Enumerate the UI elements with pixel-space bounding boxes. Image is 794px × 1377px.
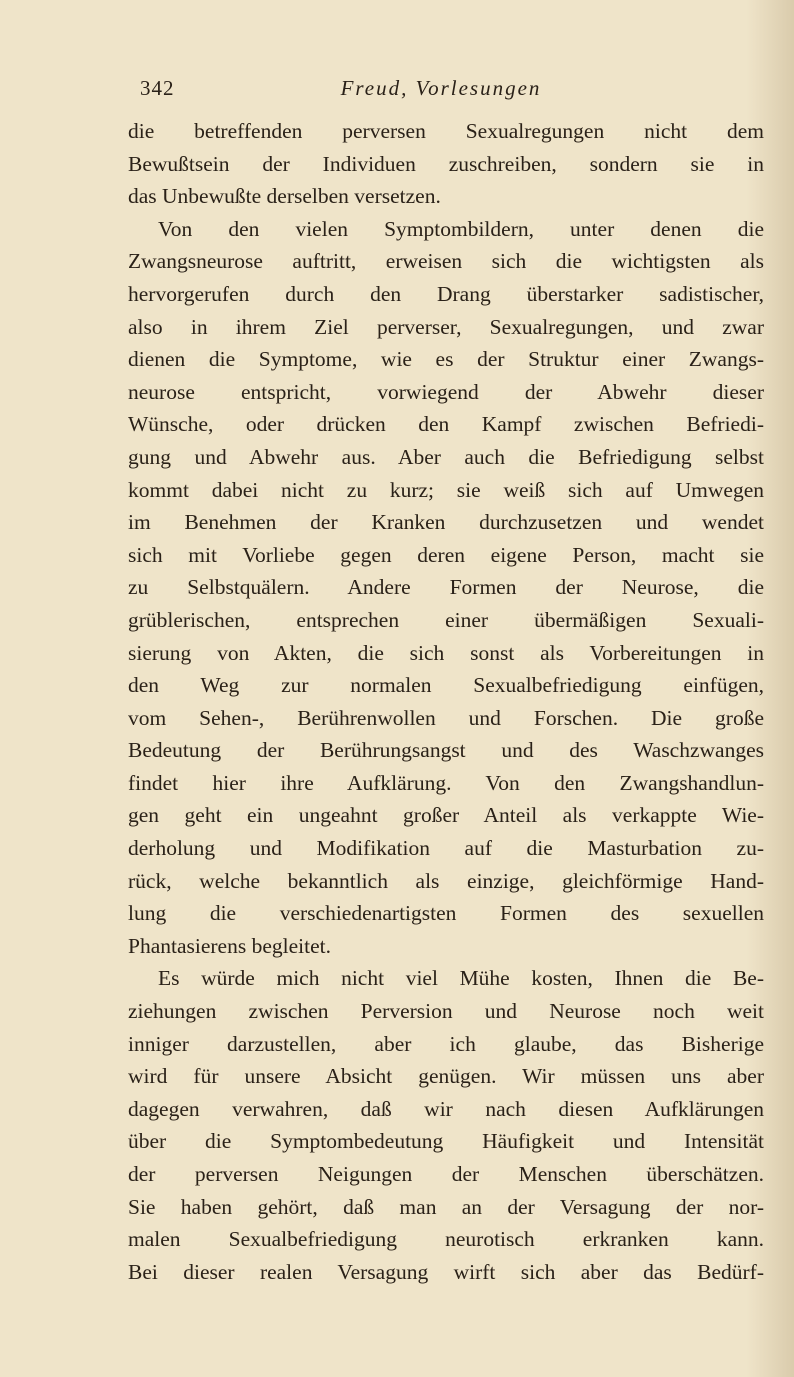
text-line: neurose entspricht, vorwiegend der Abwehr dieser — [128, 379, 764, 404]
text-line: Bedeutung der Berührungsangst und des Waschzwanges — [128, 738, 764, 763]
text-line: der perversen Neigungen der Menschen überschätzen. — [128, 1162, 764, 1186]
text-line: kommt dabei nicht zu kurz; sie weiß sich auf Umwegen — [128, 477, 764, 502]
text-line: Von den vielen Symptombildern, unter denen die — [158, 216, 764, 241]
text-line: dagegen verwahren, daß wir nach diesen Aufklärungen — [128, 1096, 764, 1121]
text-line: rück, welche bekanntlich als einzige, gleichförmige Hand- — [128, 868, 764, 893]
text-line: die betreffenden perversen Sexualregungen nicht dem — [128, 119, 764, 143]
text-line: den Weg zur normalen Sexualbefriedigung einfügen, — [128, 673, 764, 698]
text-line: Sie haben gehört, daß man an der Versagung der nor- — [128, 1194, 764, 1219]
text-line: lung die verschiedenartigsten Formen des sexuellen — [128, 901, 764, 926]
text-line: das Unbewußte derselben versetzen. — [128, 184, 441, 209]
body-text — [128, 115, 764, 1288]
text-line: zu Selbstquälern. Andere Formen der Neurose, die — [128, 575, 764, 600]
text-line: inniger darzustellen, aber ich glaube, das Bisherige — [128, 1031, 764, 1056]
text-line: Wünsche, oder drücken den Kampf zwischen Befriedi- — [128, 412, 764, 437]
text-line: vom Sehen-, Berührenwollen und Forschen. Die große — [128, 705, 764, 730]
text-line: dienen die Symptome, wie es der Struktur einer Zwangs- — [128, 347, 764, 372]
text-line: Zwangsneurose auftritt, erweisen sich die wichtigsten als — [128, 249, 764, 274]
text-line: Bewußtsein der Individuen zuschreiben, sondern sie in — [128, 151, 764, 176]
text-line: grüblerischen, entsprechen einer übermäßigen Sexuali- — [128, 607, 764, 632]
text-line: gung und Abwehr aus. Aber auch die Befriedigung selbst — [128, 444, 764, 469]
text-line: Phantasierens begleitet. — [128, 933, 331, 958]
text-line: sich mit Vorliebe gegen deren eigene Person, macht sie — [128, 542, 764, 567]
text-line: Es würde mich nicht viel Mühe kosten, Ihnen die Be- — [158, 966, 764, 991]
text-line: im Benehmen der Kranken durchzusetzen und wendet — [128, 510, 764, 535]
text-line: sierung von Akten, die sich sonst als Vorbereitungen in — [128, 640, 764, 665]
text-line: hervorgerufen durch den Drang überstarker sadistischer, — [128, 281, 764, 306]
page-header — [128, 76, 768, 106]
text-line: wird für unsere Absicht genügen. Wir müssen uns aber — [128, 1064, 764, 1089]
text-line: also in ihrem Ziel perverser, Sexualregungen, und zwar — [128, 314, 764, 339]
text-line: derholung und Modifikation auf die Masturbation zu- — [128, 836, 764, 861]
running-title: Freud, Vorlesungen — [340, 76, 542, 100]
text-line: malen Sexualbefriedigung neurotisch erkranken kann. — [128, 1227, 764, 1252]
text-line: Bei dieser realen Versagung wirft sich aber das Bedürf- — [128, 1259, 764, 1284]
page-number: 342 — [140, 76, 175, 100]
text-line: gen geht ein ungeahnt großer Anteil als verkappte Wie- — [128, 803, 764, 828]
text-line: findet hier ihre Aufklärung. Von den Zwangshandlun- — [128, 770, 764, 795]
text-line: über die Symptombedeutung Häufigkeit und Intensität — [128, 1129, 764, 1154]
text-line: ziehungen zwischen Perversion und Neurose noch weit — [128, 999, 764, 1024]
